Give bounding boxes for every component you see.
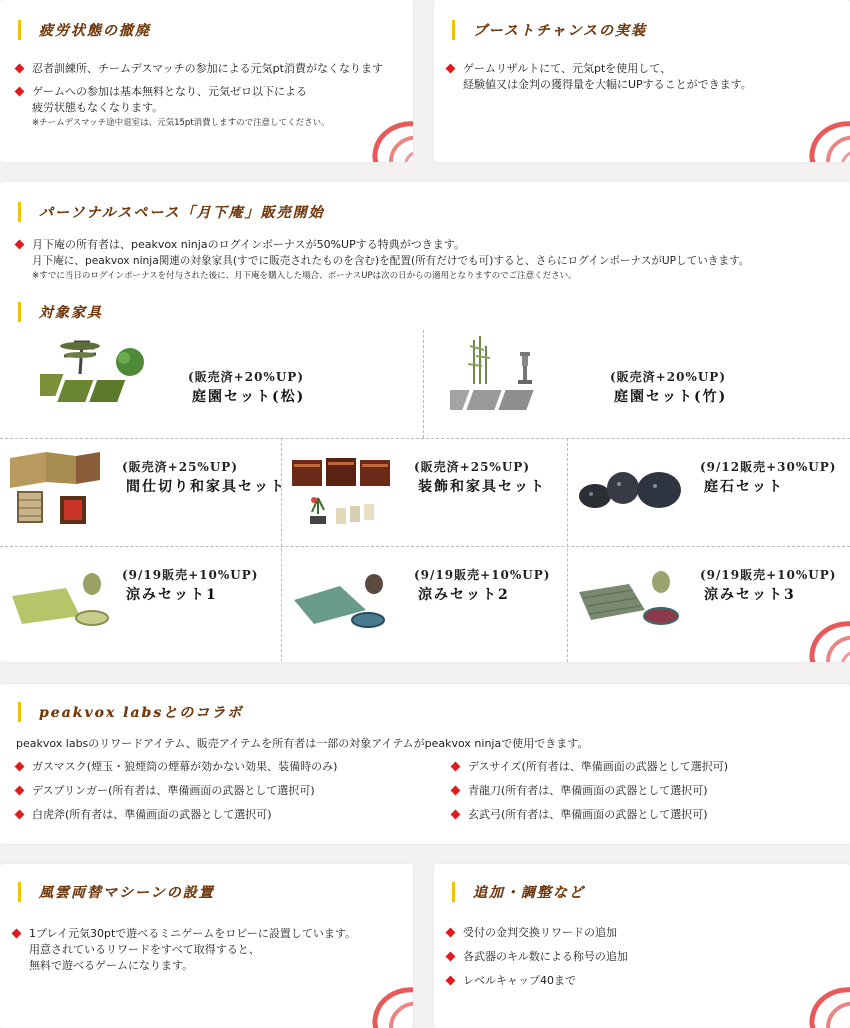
pine-garden-image (40, 334, 160, 414)
diamond-bullet-icon (15, 64, 25, 74)
boost-title: ブーストチャンスの実装 (467, 18, 655, 42)
boost-heading (452, 18, 655, 42)
item-bamboo-garden: (販売済+20%UP) 庭園セット(竹) (610, 368, 731, 407)
labs-right-item: デスサイズ(所有者は、準備画面の武器として選択可) (452, 759, 842, 775)
brush-swirl-icon (792, 604, 850, 662)
heading-bar (452, 882, 455, 902)
grid-divider (0, 546, 850, 547)
adjust-item: レベルキャップ40まで (447, 973, 837, 989)
diamond-bullet-icon (446, 952, 456, 962)
personal-note: ※すでに当日のログインボーナスを付与された後に、月下庵を購入した場合、ボーナスUPは次の日からの適用となりますのでご注意ください。 (32, 271, 577, 281)
machine-title: 風雲両替マシーンの設置 (33, 880, 223, 904)
grid-divider (567, 438, 568, 662)
labs-card (0, 684, 850, 844)
diamond-bullet-icon (446, 928, 456, 938)
fatigue-title: 疲労状態の撤廃 (33, 18, 159, 42)
machine-bullet: 1プレイ元気30ptで遊べるミニゲームをロビーに設置しています。 用意されているリワードをすべて取得すると、 無料で遊べるゲームになります。 (13, 926, 408, 974)
diamond-bullet-icon (451, 810, 461, 820)
bamboo-garden-image (450, 334, 570, 418)
machine-card (0, 864, 413, 1028)
cool-set-2-image (290, 566, 400, 636)
adjust-heading (452, 880, 593, 904)
labs-left-item: 白虎斧(所有者は、準備画面の武器として選択可) (16, 807, 436, 823)
fatigue-bullet-1: 忍者訓練所、チームデスマッチの参加による元気pt消費がなくなります (16, 61, 406, 77)
item-cool-set-2: (9/19販売+10%UP) 涼みセット2 (414, 568, 551, 603)
grid-divider (423, 330, 424, 438)
item-cool-set-1: (9/19販売+10%UP) 涼みセット1 (122, 568, 259, 603)
diamond-bullet-icon (451, 786, 461, 796)
labs-heading (18, 700, 251, 724)
diamond-bullet-icon (15, 762, 25, 772)
item-cool-set-3: (9/19販売+10%UP) 涼みセット3 (700, 568, 837, 603)
labs-left-item: デスブリンガー(所有者は、準備画面の武器として選択可) (16, 783, 436, 799)
garden-stones-image (575, 458, 685, 518)
adjust-item: 各武器のキル数による称号の追加 (447, 949, 837, 965)
personal-heading (18, 200, 333, 224)
personal-space-card (0, 182, 850, 662)
item-partition-furniture: (販売済+25%UP) 間仕切り和家具セット (122, 458, 290, 497)
adjust-item: 受付の金判交換リワードの追加 (447, 925, 837, 941)
diamond-bullet-icon (15, 240, 25, 250)
heading-bar (18, 882, 21, 902)
furniture-subtitle: 対象家具 (33, 300, 111, 324)
diamond-bullet-icon (15, 786, 25, 796)
brush-swirl-icon (355, 970, 413, 1028)
diamond-bullet-icon (15, 810, 25, 820)
decorative-furniture-image (288, 452, 398, 536)
adjust-card (434, 864, 850, 1028)
labs-right-item: 青龍刀(所有者は、準備画面の武器として選択可) (452, 783, 842, 799)
diamond-bullet-icon (12, 929, 22, 939)
item-decorative-furniture: (販売済+25%UP) 装飾和家具セット (414, 458, 550, 497)
partition-furniture-image (6, 448, 116, 536)
labs-right-item: 玄武弓(所有者は、準備画面の武器として選択可) (452, 807, 842, 823)
fatigue-bullet-2: ゲームへの参加は基本無料となり、元気ゼロ以下による 疲労状態もなくなります。 ※チームデスマッチ途中退室は、元気15pt消費しますので注意してください。 (16, 84, 406, 130)
diamond-bullet-icon (446, 64, 456, 74)
boost-bullet: ゲームリザルトにて、元気ptを使用して、 経験値又は金判の獲得量を大幅にUPすることができます。 (447, 61, 837, 93)
diamond-bullet-icon (451, 762, 461, 772)
cool-set-1-image (6, 566, 116, 636)
machine-heading (18, 880, 223, 904)
boost-card (434, 0, 850, 162)
labs-left-item: ガスマスク(煙玉・狼煙筒の煙幕が効かない効果、装備時のみ) (16, 759, 436, 775)
brush-swirl-icon (792, 104, 850, 162)
heading-bar (18, 20, 21, 40)
diamond-bullet-icon (446, 976, 456, 986)
fatigue-note: ※チームデスマッチ途中退室は、元気15pt消費しますので注意してください。 (32, 118, 330, 128)
labs-intro: peakvox labsのリワードアイテム、販売アイテムを所有者は一部の対象アイテムがpeakvox ninjaで使用できます。 (16, 737, 589, 750)
item-garden-stones: (9/12販売+30%UP) 庭石セット (700, 460, 837, 495)
heading-bar (18, 702, 21, 722)
fatigue-card (0, 0, 413, 162)
diamond-bullet-icon (15, 87, 25, 97)
labs-title: peakvox labsとのコラボ (33, 700, 251, 724)
adjust-title: 追加・調整など (467, 880, 593, 904)
furniture-heading (18, 300, 111, 324)
heading-bar (18, 302, 21, 322)
brush-swirl-icon (792, 970, 850, 1028)
grid-divider (0, 438, 850, 439)
cool-set-3-image (575, 566, 685, 636)
fatigue-heading (18, 18, 159, 42)
personal-title: パーソナルスペース「月下庵」販売開始 (33, 200, 333, 224)
item-pine-garden: (販売済+20%UP) 庭園セット(松) (188, 368, 309, 407)
heading-bar (18, 202, 21, 222)
brush-swirl-icon (355, 104, 413, 162)
heading-bar (452, 20, 455, 40)
personal-bullet: 月下庵の所有者は、peakvox ninjaのログインボーナスが50%UPする特典がつきます。 月下庵に、peakvox ninja関連の対象家具(すでに販売されたものを含む)を配置(所有だけでも可)すると、さらにログインボーナスがUPしていきます。 ※すでに当日のログインボーナスを付与された後に、月下庵を購入した場合、ボーナスUPは次の日からの適用となりますのでご注意ください。 (16, 237, 846, 283)
